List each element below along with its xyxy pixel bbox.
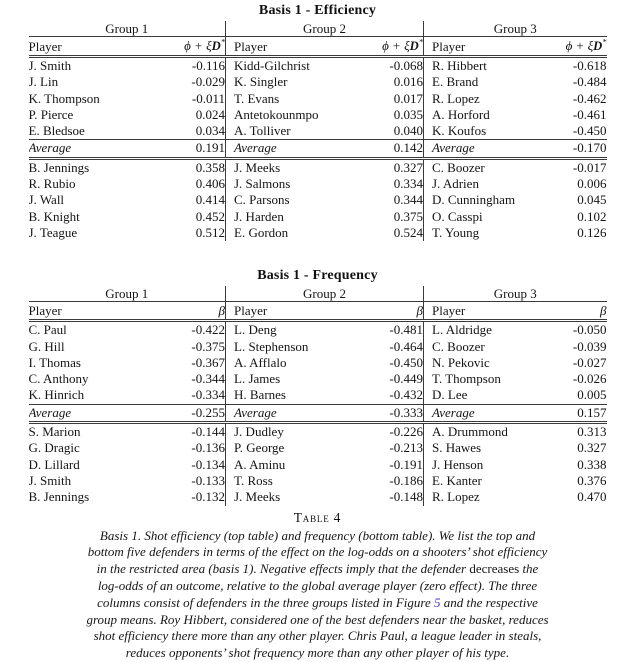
group-header: Group 1 <box>29 286 226 302</box>
math-symbol: ϕ + ξ <box>382 38 410 53</box>
player-column-header: Player <box>424 302 540 321</box>
table-row <box>29 192 607 208</box>
value-cell: 0.024 <box>195 106 225 122</box>
average-label-cell: Average <box>226 140 357 158</box>
average-value-cell: 0.157 <box>540 404 607 422</box>
value-column-header <box>540 302 607 321</box>
math-cal-symbol: D <box>593 39 603 53</box>
value-cell: -0.450 <box>572 123 607 139</box>
value-cell: 0.035 <box>393 106 423 122</box>
average-label-cell: Average <box>29 140 159 158</box>
player-cell: C. Anthony <box>28 371 89 387</box>
caption-line <box>26 544 610 561</box>
value-cell: -0.148 <box>389 489 423 505</box>
caption-line <box>26 612 610 629</box>
value-cell: 0.006 <box>577 176 607 192</box>
player-cell: J. Meeks <box>226 489 357 505</box>
value-column-header <box>357 302 424 321</box>
player-column-header: Player <box>226 302 357 321</box>
caption-text: and the respective <box>440 594 538 610</box>
table-row <box>29 176 607 192</box>
table-row <box>29 457 607 473</box>
average-label-cell: Average <box>29 404 159 422</box>
value-cell: -0.226 <box>389 424 423 440</box>
value-cell: 0.102 <box>577 208 607 224</box>
math-cal-symbol: D <box>211 39 221 53</box>
player-cell: P. George <box>226 440 357 456</box>
value-cell: -0.449 <box>389 371 423 387</box>
caption-text: columns consist of defenders in the three groups listed in Figure <box>97 594 435 610</box>
superscript-star: * <box>602 36 607 47</box>
caption-text: group means. Roy Hibbert, considered one of the best defenders near the basket, reduces <box>86 611 549 627</box>
caption-emphasis-text: decreases <box>469 561 520 577</box>
value-column-header <box>540 37 607 57</box>
player-cell: J. Salmons <box>226 176 357 192</box>
value-cell: 0.524 <box>393 224 423 240</box>
caption-line <box>26 528 610 545</box>
caption <box>26 528 610 662</box>
player-cell: L. Stephenson <box>226 339 357 355</box>
table-row <box>29 57 607 75</box>
player-cell: C. Boozer <box>424 158 540 176</box>
value-cell: -0.017 <box>572 159 607 175</box>
player-cell: R. Rubio <box>28 176 76 192</box>
player-cell: B. Jennings <box>28 489 90 505</box>
table-row <box>29 387 607 404</box>
player-column-header: Player <box>226 37 357 57</box>
caption-text: in the restricted area (basis 1). Negative effects imply that the defender <box>96 561 470 577</box>
value-cell: 0.358 <box>195 159 225 175</box>
superscript-star: * <box>220 36 225 47</box>
player-cell: D. Lee <box>424 387 540 404</box>
value-cell: -0.367 <box>191 354 225 370</box>
table-row <box>29 440 607 456</box>
player-cell: C. Paul <box>28 322 67 338</box>
player-cell: T. Ross <box>226 473 357 489</box>
table-row <box>29 107 607 123</box>
value-cell: -0.136 <box>191 440 225 456</box>
math-symbol: β <box>416 303 423 319</box>
caption-text: bottom five defenders in terms of the effect on the log-odds on a shooters’ shot efficiency <box>87 544 548 560</box>
value-column-header <box>159 37 226 57</box>
player-cell: E. Gordon <box>226 225 357 241</box>
player-cell: N. Pekovic <box>424 355 540 371</box>
table-row <box>29 321 607 339</box>
value-cell: -0.144 <box>191 424 225 440</box>
player-cell: A. Drummond <box>424 423 540 441</box>
player-cell: S. Hawes <box>424 440 540 456</box>
value-cell: -0.618 <box>572 58 607 73</box>
value-cell: -0.422 <box>191 322 225 338</box>
player-cell: A. Tolliver <box>226 123 357 140</box>
player-cell: K. Koufos <box>424 123 540 140</box>
caption-text: log-odds of an outcome, relative to the global average player (zero effect). The three <box>97 577 538 593</box>
player-cell: T. Thompson <box>424 371 540 387</box>
value-cell: -0.484 <box>572 74 607 90</box>
value-cell: -0.133 <box>191 472 225 488</box>
average-label-cell: Average <box>424 140 540 158</box>
player-cell: K. Hinrich <box>28 387 85 403</box>
table-row <box>29 209 607 225</box>
player-cell: I. Thomas <box>28 354 81 370</box>
value-cell: -0.461 <box>572 106 607 122</box>
player-cell: S. Marion <box>28 424 81 440</box>
group-header-row <box>29 286 607 302</box>
group-header: Group 1 <box>29 21 226 37</box>
caption-text: reduces opponents’ shot frequency more than any other player of his type. <box>125 645 510 661</box>
frequency-table-section <box>0 267 635 505</box>
table-row <box>29 158 607 176</box>
table-row <box>29 91 607 107</box>
value-cell: -0.134 <box>191 456 225 472</box>
value-cell: 0.005 <box>577 387 607 403</box>
caption-line <box>26 561 610 578</box>
player-cell: K. Singler <box>226 74 357 90</box>
group-header: Group 2 <box>226 21 424 37</box>
average-label-cell: Average <box>226 404 357 422</box>
value-cell: -0.039 <box>572 338 607 354</box>
player-cell: K. Thompson <box>28 90 100 106</box>
group-header: Group 3 <box>424 286 607 302</box>
average-value-cell: 0.191 <box>159 140 226 158</box>
player-cell: E. Brand <box>424 74 540 90</box>
table-row <box>29 371 607 387</box>
player-cell: L. James <box>226 371 357 387</box>
caption-line <box>26 628 610 645</box>
player-cell: J. Smith <box>28 472 72 488</box>
efficiency-table <box>29 21 607 241</box>
player-cell: Kidd-Gilchrist <box>226 57 357 75</box>
value-cell: -0.027 <box>572 354 607 370</box>
math-symbol: β <box>218 303 225 319</box>
player-cell: J. Dudley <box>226 423 357 441</box>
player-cell: R. Hibbert <box>424 57 540 75</box>
player-cell: J. Smith <box>28 58 72 73</box>
value-column-header <box>159 302 226 321</box>
value-cell: -0.344 <box>191 371 225 387</box>
value-cell: -0.375 <box>191 338 225 354</box>
player-cell: O. Casspi <box>424 209 540 225</box>
player-cell: G. Dragic <box>28 440 80 456</box>
value-cell: 0.344 <box>393 192 423 208</box>
value-cell: 0.327 <box>577 440 607 456</box>
average-label-cell: Average <box>424 404 540 422</box>
column-header-row <box>29 302 607 321</box>
value-cell: 0.512 <box>195 224 225 240</box>
value-cell: -0.213 <box>389 440 423 456</box>
player-cell: P. Pierce <box>28 106 74 122</box>
value-cell: -0.191 <box>389 456 423 472</box>
group-header: Group 2 <box>226 286 424 302</box>
column-header-row <box>29 37 607 57</box>
player-cell: A. Horford <box>424 107 540 123</box>
value-cell: 0.376 <box>577 472 607 488</box>
average-value-cell: -0.333 <box>357 404 424 422</box>
player-cell: E. Kanter <box>424 473 540 489</box>
value-cell: -0.116 <box>191 58 225 73</box>
table-row <box>29 74 607 90</box>
value-cell: -0.011 <box>191 90 225 106</box>
player-cell: B. Jennings <box>28 159 90 175</box>
value-cell: -0.050 <box>572 322 607 338</box>
player-cell: E. Bledsoe <box>28 123 85 139</box>
value-cell: -0.462 <box>572 90 607 106</box>
player-cell: T. Evans <box>226 91 357 107</box>
table-row <box>29 123 607 140</box>
caption-text: the <box>519 561 539 577</box>
player-column-header: Player <box>29 302 159 321</box>
value-cell: -0.132 <box>191 489 225 505</box>
player-cell: J. Harden <box>226 209 357 225</box>
value-cell: 0.126 <box>577 224 607 240</box>
player-cell: G. Hill <box>28 338 65 354</box>
group-header-row <box>29 21 607 37</box>
value-cell: 0.045 <box>577 192 607 208</box>
value-cell: -0.432 <box>389 387 423 403</box>
value-cell: 0.334 <box>393 176 423 192</box>
table-row <box>29 489 607 505</box>
table-row <box>29 473 607 489</box>
average-value-cell: 0.142 <box>357 140 424 158</box>
average-row <box>29 404 607 422</box>
value-cell: 0.034 <box>195 123 225 139</box>
value-column-header <box>357 37 424 57</box>
table-row <box>29 355 607 371</box>
player-cell: Antetokounmpo <box>226 107 357 123</box>
caption-text: shot efficiency there more than any other player. Chris Paul, a league leader in steals, <box>93 628 542 644</box>
caption-line <box>26 595 610 612</box>
player-cell: D. Cunningham <box>424 192 540 208</box>
efficiency-table-title: Basis 1 - Efficiency <box>258 3 377 18</box>
value-cell: 0.375 <box>393 208 423 224</box>
player-cell: J. Meeks <box>226 158 357 176</box>
value-cell: -0.464 <box>389 338 423 354</box>
superscript-star: * <box>418 36 423 47</box>
value-cell: 0.338 <box>577 456 607 472</box>
average-value-cell: -0.170 <box>540 140 607 158</box>
average-row <box>29 140 607 158</box>
frequency-table-title: Basis 1 - Frequency <box>257 268 378 284</box>
math-symbol: ϕ + ξ <box>184 38 212 53</box>
player-cell: J. Wall <box>28 192 65 208</box>
value-cell: 0.040 <box>393 123 423 139</box>
math-cal-symbol: D <box>409 39 419 53</box>
value-cell: 0.470 <box>577 489 607 505</box>
player-cell: L. Aldridge <box>424 321 540 339</box>
player-cell: L. Deng <box>226 321 357 339</box>
value-cell: -0.450 <box>389 354 423 370</box>
value-cell: 0.313 <box>577 424 607 440</box>
player-cell: J. Lin <box>28 74 59 90</box>
value-cell: 0.414 <box>195 192 225 208</box>
player-cell: A. Afflalo <box>226 355 357 371</box>
player-cell: J. Adrien <box>424 176 540 192</box>
value-cell: 0.016 <box>393 74 423 90</box>
value-cell: 0.017 <box>393 90 423 106</box>
value-cell: 0.406 <box>195 176 225 192</box>
value-cell: -0.186 <box>389 472 423 488</box>
player-cell: H. Barnes <box>226 387 357 404</box>
table-row <box>29 225 607 241</box>
table-row <box>29 339 607 355</box>
frequency-table <box>29 286 607 505</box>
caption-line <box>26 578 610 595</box>
average-value-cell: -0.255 <box>159 404 226 422</box>
player-column-header: Player <box>29 37 159 57</box>
player-cell: D. Lillard <box>28 456 80 472</box>
math-symbol: ϕ + ξ <box>565 38 594 53</box>
figure-5-link[interactable]: 5 <box>434 594 441 610</box>
table-number-label: Table 4 <box>293 509 342 525</box>
value-cell: -0.026 <box>572 371 607 387</box>
math-symbol: β <box>600 303 607 319</box>
player-cell: J. Teague <box>28 224 78 240</box>
player-cell: T. Young <box>424 225 540 241</box>
player-cell: C. Parsons <box>226 192 357 208</box>
table-row <box>29 423 607 441</box>
player-cell: C. Boozer <box>424 339 540 355</box>
value-cell: -0.068 <box>389 58 423 73</box>
value-cell: -0.029 <box>191 74 225 90</box>
player-cell: A. Aminu <box>226 457 357 473</box>
player-cell: R. Lopez <box>424 91 540 107</box>
group-header: Group 3 <box>424 21 607 37</box>
efficiency-table-section <box>0 2 635 241</box>
value-cell: -0.334 <box>191 387 225 403</box>
player-cell: J. Henson <box>424 457 540 473</box>
value-cell: 0.327 <box>393 159 423 175</box>
value-cell: 0.452 <box>195 208 225 224</box>
player-cell: B. Knight <box>28 208 80 224</box>
player-cell: R. Lopez <box>424 489 540 505</box>
value-cell: -0.481 <box>389 322 423 338</box>
player-column-header: Player <box>424 37 540 57</box>
caption-text: Basis 1. Shot efficiency (top table) and frequency (bottom table). We list the top and <box>99 527 536 543</box>
